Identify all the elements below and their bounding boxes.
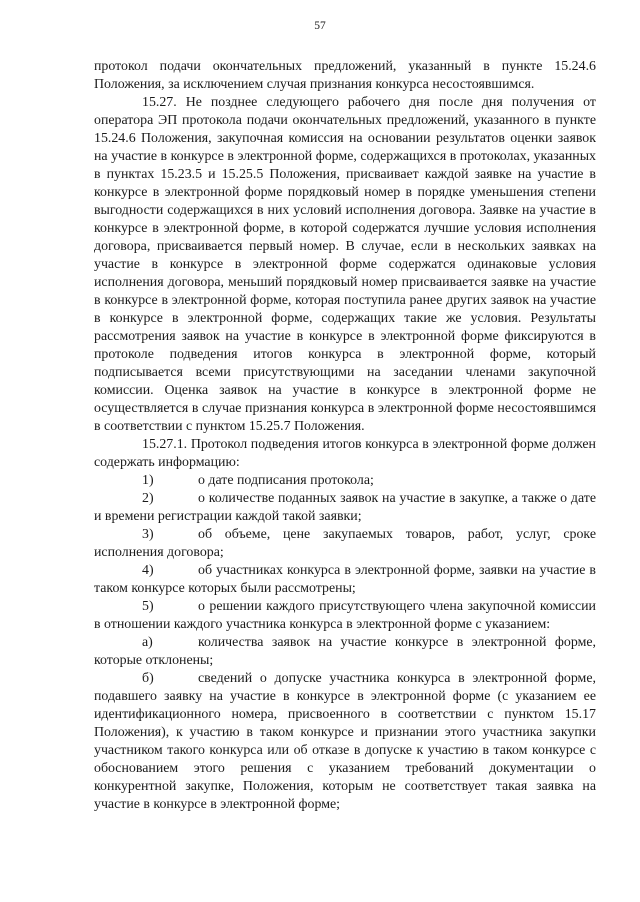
list-item-a xyxy=(94,634,596,670)
list-item-2 xyxy=(94,490,596,526)
list-marker: 1) xyxy=(142,473,154,488)
list-marker: 3) xyxy=(142,527,154,542)
list-marker: 5) xyxy=(142,599,154,614)
list-item-1 xyxy=(94,472,596,490)
list-marker: б) xyxy=(142,671,154,686)
list-item-text: об объеме, цене закупаемых товаров, работ, услуг, сроке исполнения договора; xyxy=(94,527,596,560)
list-item-text: о решении каждого присутствующего члена закупочной комиссии в отношении каждого участника конкурса в электронной форме с указанием: xyxy=(94,599,596,632)
list-item-text: о количестве поданных заявок на участие в закупке, а также о дате и времени регистрации каждой такой заявки; xyxy=(94,491,596,524)
list-item-text: сведений о допуске участника конкурса в электронной форме, подавшего заявку на участие в конкурсе в электронной форме (с указанием ее идентификационного номера, присвоенного в соответствии с пунктом 15.17 Положения), к участию в таком конкурсе и признании этого участника закупки участником такого конкурса или об отказе в допуске к участию в таком конкурсе с обоснованием этого решения с указанием требований документации о конкурентной закупке, Положения, которым не соответствует такая заявка на участие в конкурсе в электронной форме; xyxy=(94,671,596,812)
list-item-4 xyxy=(94,562,596,598)
list-item-5 xyxy=(94,598,596,634)
paragraph-continuation: протокол подачи окончательных предложений, указанный в пункте 15.24.6 Положения, за исключением случая признания конкурса несостоявшимся. xyxy=(94,59,596,92)
paragraph-15-27-1: 15.27.1. Протокол подведения итогов конкурса в электронной форме должен содержать информацию: xyxy=(94,437,596,470)
document-body xyxy=(94,58,596,814)
list-marker: 2) xyxy=(142,491,154,506)
paragraph-15-27: 15.27. Не позднее следующего рабочего дня после дня получения от оператора ЭП протокола подачи окончательных предложений, указанного в пункте 15.24.6 Положения, закупочная комиссия на основании результатов оценки заявок на участие в конкурсе в электронной форме, содержащихся в протоколах, указанных в пунктах 15.23.5 и 15.25.5 Положения, присваивает каждой заявке на участие в конкурсе в электронной форме порядковый номер в порядке уменьшения степени выгодности содержащихся в них условий исполнения договора. Заявке на участие в конкурсе в электронной форме, в которой содержатся лучшие условия исполнения договора, присваивается первый номер. В случае, если в нескольких заявках на участие в конкурсе в электронной форме содержатся одинаковые условия исполнения договора, меньший порядковый номер присваивается заявке на участие в конкурсе в электронной форме, которая поступила ранее других заявок на участие в конкурсе в электронной форме, содержащих такие же условия. Результаты рассмотрения заявок на участие в конкурсе в электронной форме фиксируются в протоколе подведения итогов конкурса в электронной форме, который подписывается всеми присутствующими на заседании членами закупочной комиссии. Оценка заявок на участие в конкурсе в электронной форме не осуществляется в случае признания конкурса в электронной форме несостоявшимся в соответствии с пунктом 15.25.7 Положения. xyxy=(94,95,596,434)
list-marker: 4) xyxy=(142,563,154,578)
list-item-text: количества заявок на участие конкурсе в электронной форме, которые отклонены; xyxy=(94,635,596,668)
page-number: 57 xyxy=(314,20,326,32)
list-item-3 xyxy=(94,526,596,562)
list-marker: а) xyxy=(142,635,153,650)
list-item-text: об участниках конкурса в электронной форме, заявки на участие в таком конкурсе которых были рассмотрены; xyxy=(94,563,596,596)
list-item-b xyxy=(94,670,596,814)
list-item-text: о дате подписания протокола; xyxy=(198,473,374,488)
